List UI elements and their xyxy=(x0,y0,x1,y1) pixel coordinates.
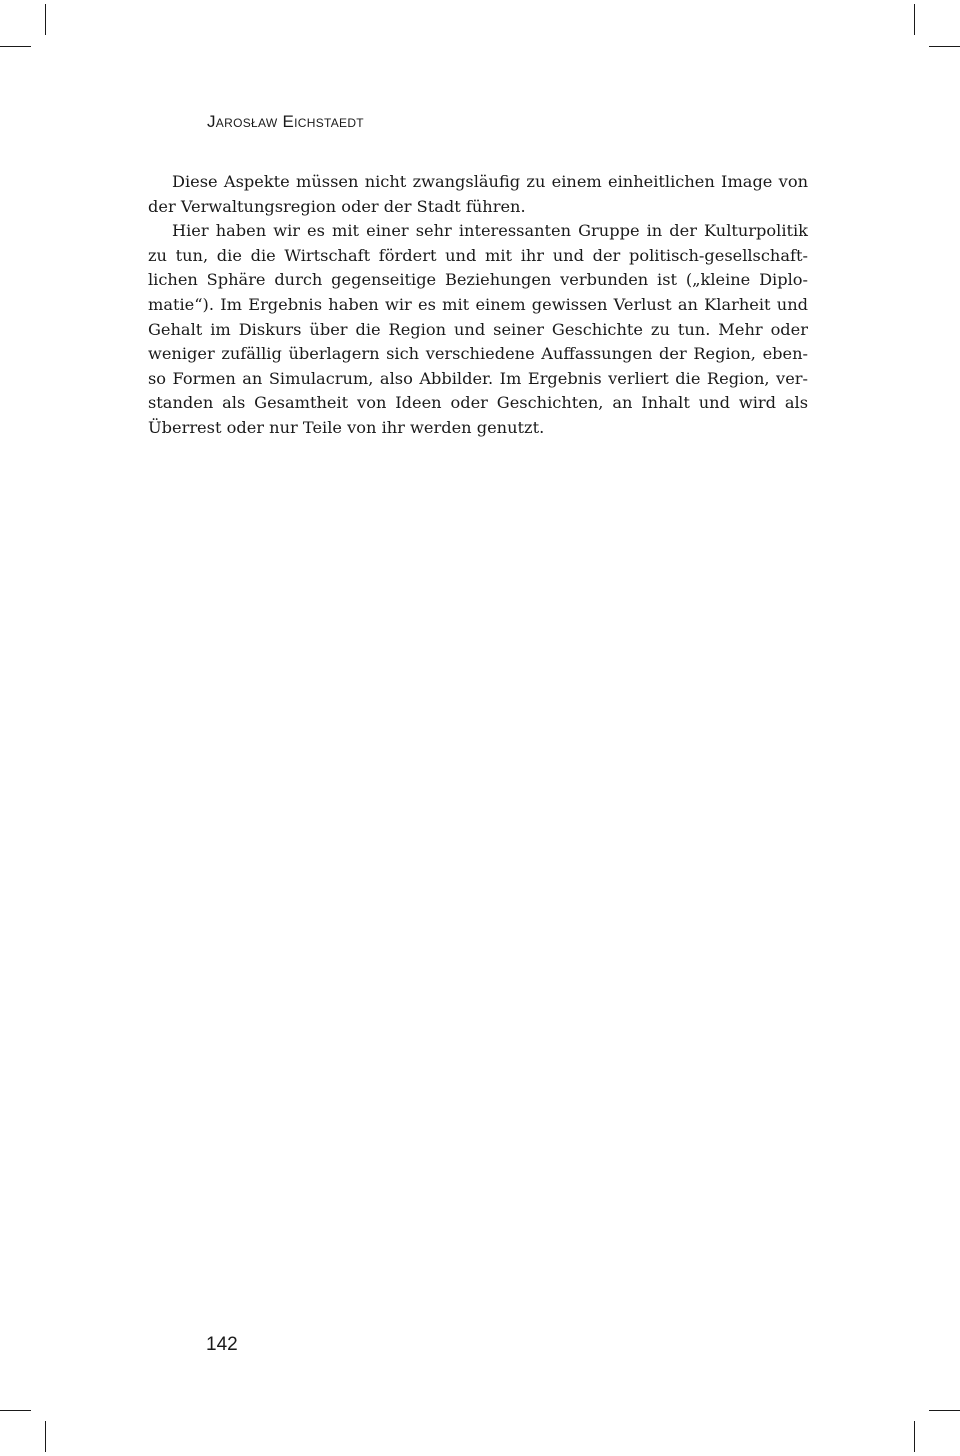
paragraph: Hier haben wir es mit einer sehr interessanten Gruppe in der Kulturpolitik zu tun, die die Wirtschaft fördert und mit ihr und der politisch-gesellschaftlichen Sphäre durch gegenseitige Beziehungen verbunden ist („kleine Diplomatie“). Im Ergebnis haben wir es mit einem gewissen Verlust an Klarheit und Gehalt im Diskurs über die Region und seiner Geschichte zu tun. Mehr oder weniger zufällig überlagern sich verschiedene Auffassungen der Region, ebenso Formen an Simulacrum, also Abbilder. Im Ergebnis verliert die Region, verstanden als Gesamtheit von Ideen oder Geschichten, an Inhalt und wird als Überrest oder nur Teile von ihr werden genutzt. xyxy=(148,221,808,437)
crop-mark-top-left-horizontal xyxy=(0,46,31,47)
crop-mark-top-left-vertical xyxy=(45,4,46,35)
crop-mark-bottom-left-vertical xyxy=(45,1421,46,1452)
crop-mark-top-right-horizontal xyxy=(929,46,960,47)
body-text xyxy=(148,170,808,441)
crop-mark-top-right-vertical xyxy=(914,4,915,35)
running-head: Jarosław Eichstaedt xyxy=(207,112,364,131)
crop-mark-bottom-left-horizontal xyxy=(0,1410,31,1411)
crop-mark-bottom-right-horizontal xyxy=(929,1410,960,1411)
page-number: 142 xyxy=(206,1334,238,1355)
crop-mark-bottom-right-vertical xyxy=(914,1421,915,1452)
paragraph: Diese Aspekte müssen nicht zwangsläufig zu einem einheitlichen Image von der Verwaltungsregion oder der Stadt führen. xyxy=(148,172,808,216)
